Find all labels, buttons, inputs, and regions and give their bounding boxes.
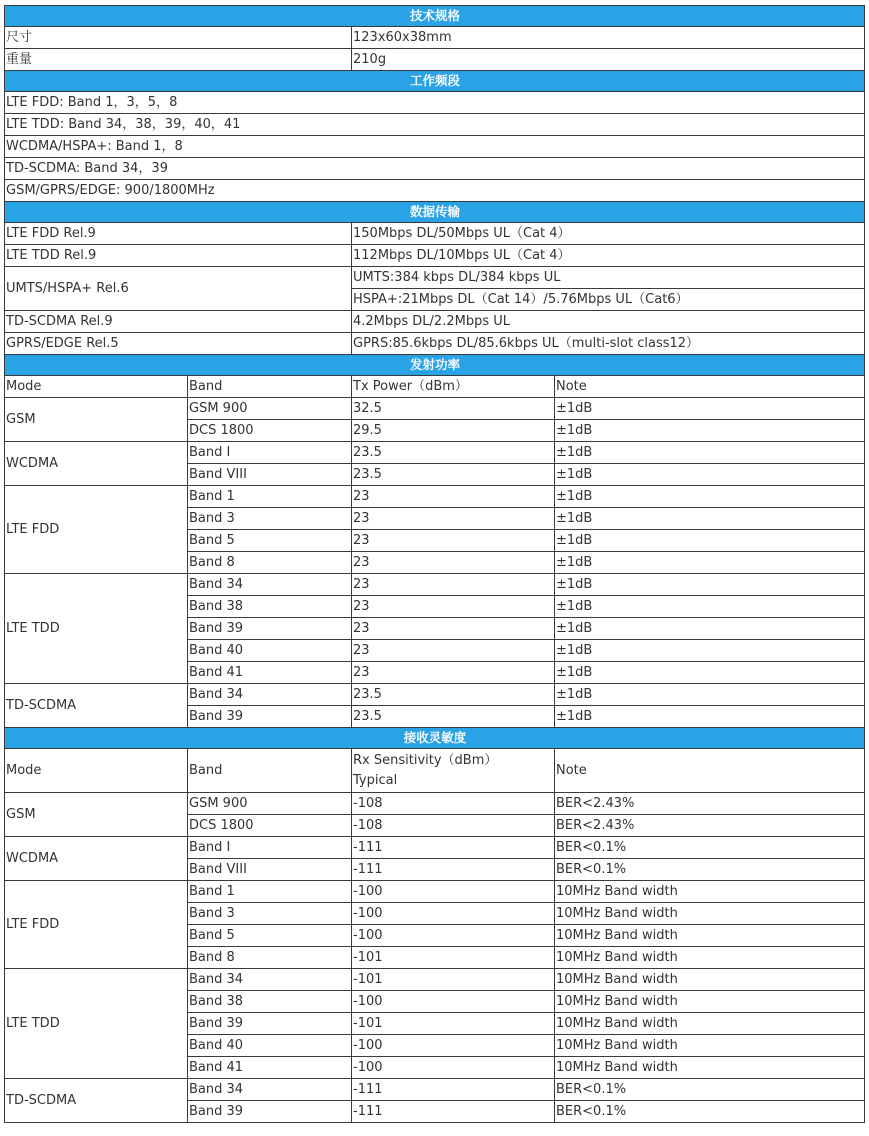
spec-label: 重量	[5, 49, 352, 71]
mode-cell: LTE FDD	[5, 486, 188, 574]
value-cell: 23	[352, 596, 555, 618]
table-row	[5, 49, 865, 71]
column-header	[5, 376, 188, 398]
column-header	[352, 376, 555, 398]
band-cell: DCS 1800	[188, 815, 352, 837]
table-row	[5, 684, 865, 706]
note-cell: ±1dB	[555, 706, 865, 728]
column-header	[5, 749, 188, 793]
table-row	[5, 969, 865, 991]
note-cell: ±1dB	[555, 662, 865, 684]
table-row	[5, 136, 865, 158]
data-label: UMTS/HSPA+ Rel.6	[5, 267, 352, 311]
note-cell: ±1dB	[555, 486, 865, 508]
note-cell: ±1dB	[555, 552, 865, 574]
band-item: GSM/GPRS/EDGE: 900/1800MHz	[5, 180, 865, 202]
table-row	[5, 574, 865, 596]
mode-cell: WCDMA	[5, 837, 188, 881]
band-cell: Band I	[188, 442, 352, 464]
table-row	[5, 486, 865, 508]
value-cell: -111	[352, 1101, 555, 1123]
mode-cell: TD-SCDMA	[5, 684, 188, 728]
band-cell: Band VIII	[188, 464, 352, 486]
mode-cell: GSM	[5, 398, 188, 442]
spec-value: 210g	[352, 49, 865, 71]
note-cell: 10MHz Band width	[555, 1013, 865, 1035]
section-header-bands: 工作频段	[5, 71, 865, 92]
column-header	[188, 749, 352, 793]
band-cell: Band 40	[188, 1035, 352, 1057]
value-cell: -100	[352, 991, 555, 1013]
band-cell: Band I	[188, 837, 352, 859]
band-item: LTE FDD: Band 1，3，5，8	[5, 92, 865, 114]
band-cell: Band 39	[188, 618, 352, 640]
column-header-label: Tx Power（dBm）	[353, 378, 468, 394]
table-row	[5, 223, 865, 245]
note-cell: 10MHz Band width	[555, 1057, 865, 1079]
spec-label: 尺寸	[5, 27, 352, 49]
note-cell: BER<2.43%	[555, 793, 865, 815]
note-cell: 10MHz Band width	[555, 881, 865, 903]
table-row	[5, 267, 865, 289]
data-label: TD-SCDMA Rel.9	[5, 311, 352, 333]
section-header-row	[5, 202, 865, 223]
value-cell: 23	[352, 486, 555, 508]
data-value: 4.2Mbps DL/2.2Mbps UL	[352, 311, 865, 333]
table-row	[5, 881, 865, 903]
column-header-label: Rx Sensitivity（dBm）	[353, 752, 498, 768]
band-cell: GSM 900	[188, 398, 352, 420]
column-header-row	[5, 749, 865, 793]
note-cell: 10MHz Band width	[555, 969, 865, 991]
note-cell: ±1dB	[555, 618, 865, 640]
band-cell: Band 3	[188, 508, 352, 530]
note-cell: ±1dB	[555, 464, 865, 486]
band-cell: Band 34	[188, 969, 352, 991]
table-row	[5, 398, 865, 420]
band-cell: Band 34	[188, 1079, 352, 1101]
table-row	[5, 114, 865, 136]
value-cell: -108	[352, 793, 555, 815]
column-header	[555, 376, 865, 398]
table-row	[5, 442, 865, 464]
table-row	[5, 1079, 865, 1101]
band-cell: Band 34	[188, 574, 352, 596]
note-cell: 10MHz Band width	[555, 925, 865, 947]
value-cell: -108	[352, 815, 555, 837]
value-cell: 29.5	[352, 420, 555, 442]
data-value: 150Mbps DL/50Mbps UL（Cat 4）	[352, 223, 865, 245]
column-header-label: Band	[189, 762, 223, 778]
column-header	[188, 376, 352, 398]
table-row	[5, 158, 865, 180]
band-cell: Band 41	[188, 662, 352, 684]
band-cell: Band 3	[188, 903, 352, 925]
section-header-row	[5, 728, 865, 749]
data-label: LTE TDD Rel.9	[5, 245, 352, 267]
section-header-row	[5, 71, 865, 92]
note-cell: ±1dB	[555, 420, 865, 442]
note-cell: ±1dB	[555, 398, 865, 420]
band-cell: Band 5	[188, 925, 352, 947]
data-label: GPRS/EDGE Rel.5	[5, 333, 352, 355]
band-cell: Band 39	[188, 706, 352, 728]
band-cell: Band 39	[188, 1013, 352, 1035]
band-cell: Band 8	[188, 552, 352, 574]
value-cell: 23	[352, 508, 555, 530]
note-cell: ±1dB	[555, 596, 865, 618]
column-header	[352, 749, 555, 793]
band-item: TD-SCDMA: Band 34，39	[5, 158, 865, 180]
value-cell: 23	[352, 552, 555, 574]
note-cell: BER<2.43%	[555, 815, 865, 837]
section-header-rx: 接收灵敏度	[5, 728, 865, 749]
section-header-row	[5, 6, 865, 27]
value-cell: 23	[352, 574, 555, 596]
column-header-label: Note	[556, 378, 587, 394]
data-value: HSPA+:21Mbps DL（Cat 14）/5.76Mbps UL（Cat6）	[352, 289, 865, 311]
data-value: UMTS:384 kbps DL/384 kbps UL	[352, 267, 865, 289]
column-header-label: Mode	[6, 378, 42, 394]
band-cell: Band 1	[188, 486, 352, 508]
value-cell: -101	[352, 947, 555, 969]
band-cell: Band 5	[188, 530, 352, 552]
value-cell: 32.5	[352, 398, 555, 420]
data-value: GPRS:85.6kbps DL/85.6kbps UL（multi-slot class12）	[352, 333, 865, 355]
note-cell: ±1dB	[555, 508, 865, 530]
section-header-data: 数据传输	[5, 202, 865, 223]
band-cell: Band 8	[188, 947, 352, 969]
table-row	[5, 180, 865, 202]
table-row	[5, 837, 865, 859]
value-cell: -111	[352, 1079, 555, 1101]
value-cell: 23	[352, 530, 555, 552]
band-cell: GSM 900	[188, 793, 352, 815]
column-header-sublabel: Typical	[353, 772, 398, 788]
band-cell: Band 34	[188, 684, 352, 706]
mode-cell: GSM	[5, 793, 188, 837]
note-cell: BER<0.1%	[555, 1101, 865, 1123]
note-cell: BER<0.1%	[555, 1079, 865, 1101]
note-cell: ±1dB	[555, 640, 865, 662]
spec-value: 123x60x38mm	[352, 27, 865, 49]
value-cell: -111	[352, 859, 555, 881]
mode-cell: WCDMA	[5, 442, 188, 486]
mode-cell: LTE TDD	[5, 574, 188, 684]
value-cell: 23	[352, 662, 555, 684]
note-cell: ±1dB	[555, 684, 865, 706]
band-cell: Band 38	[188, 991, 352, 1013]
column-header-row	[5, 376, 865, 398]
band-cell: Band 1	[188, 881, 352, 903]
column-header-label: Mode	[6, 762, 42, 778]
band-cell: DCS 1800	[188, 420, 352, 442]
mode-cell: LTE FDD	[5, 881, 188, 969]
value-cell: -100	[352, 903, 555, 925]
column-header	[555, 749, 865, 793]
value-cell: 23.5	[352, 706, 555, 728]
table-row	[5, 311, 865, 333]
note-cell: BER<0.1%	[555, 837, 865, 859]
table-row	[5, 245, 865, 267]
note-cell: 10MHz Band width	[555, 903, 865, 925]
note-cell: ±1dB	[555, 530, 865, 552]
value-cell: -100	[352, 925, 555, 947]
value-cell: 23.5	[352, 684, 555, 706]
note-cell: 10MHz Band width	[555, 947, 865, 969]
note-cell: ±1dB	[555, 442, 865, 464]
note-cell: ±1dB	[555, 574, 865, 596]
band-cell: Band 38	[188, 596, 352, 618]
table-row	[5, 793, 865, 815]
value-cell: 23.5	[352, 442, 555, 464]
band-cell: Band 40	[188, 640, 352, 662]
value-cell: 23.5	[352, 464, 555, 486]
band-item: WCDMA/HSPA+: Band 1，8	[5, 136, 865, 158]
column-header-label: Note	[556, 762, 587, 778]
section-header-tx: 发射功率	[5, 355, 865, 376]
note-cell: BER<0.1%	[555, 859, 865, 881]
band-cell: Band VIII	[188, 859, 352, 881]
mode-cell: LTE TDD	[5, 969, 188, 1079]
value-cell: 23	[352, 618, 555, 640]
band-item: LTE TDD: Band 34，38，39，40，41	[5, 114, 865, 136]
section-header-row	[5, 355, 865, 376]
value-cell: -101	[352, 1013, 555, 1035]
value-cell: -100	[352, 1035, 555, 1057]
band-cell: Band 39	[188, 1101, 352, 1123]
value-cell: -111	[352, 837, 555, 859]
value-cell: -100	[352, 881, 555, 903]
value-cell: -100	[352, 1057, 555, 1079]
table-row	[5, 27, 865, 49]
table-row	[5, 333, 865, 355]
value-cell: 23	[352, 640, 555, 662]
mode-cell: TD-SCDMA	[5, 1079, 188, 1123]
note-cell: 10MHz Band width	[555, 991, 865, 1013]
section-header-specs: 技术规格	[5, 6, 865, 27]
data-label: LTE FDD Rel.9	[5, 223, 352, 245]
band-cell: Band 41	[188, 1057, 352, 1079]
spec-table	[4, 5, 865, 1123]
table-row	[5, 92, 865, 114]
data-value: 112Mbps DL/10Mbps UL（Cat 4）	[352, 245, 865, 267]
column-header-label: Band	[189, 378, 223, 394]
note-cell: 10MHz Band width	[555, 1035, 865, 1057]
value-cell: -101	[352, 969, 555, 991]
